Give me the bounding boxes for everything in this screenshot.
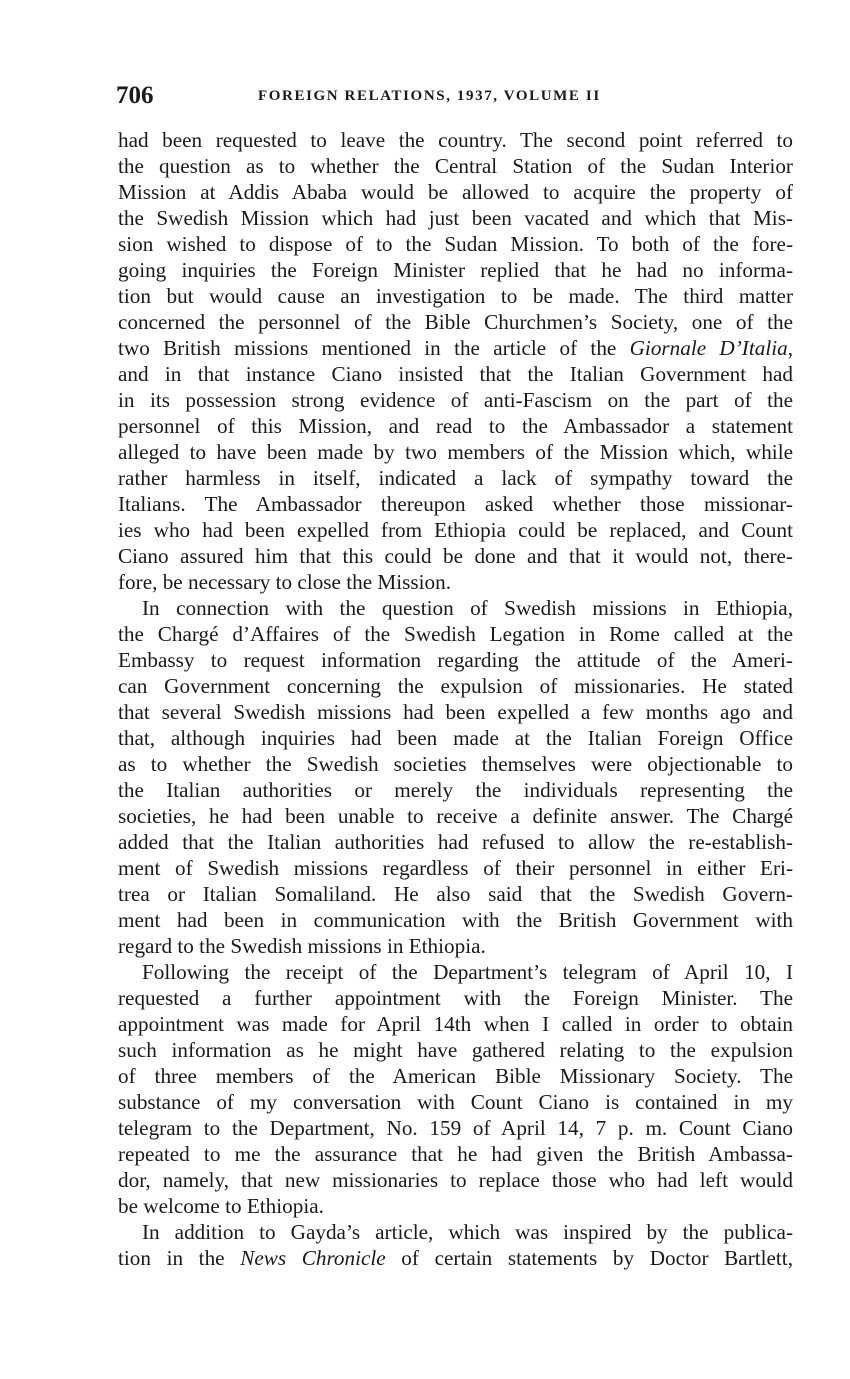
text-span: of certain statements by Doctor Bartlett, bbox=[385, 1246, 793, 1270]
text-line: trea or Italian Somaliland. He also said that the Swedish Govern- bbox=[118, 882, 793, 906]
text-line: Mission at Addis Ababa would be allowed to acquire the property of bbox=[118, 180, 793, 204]
text-line: rather harmless in itself, indicated a lack of sympathy toward the bbox=[118, 466, 793, 490]
text-line: that several Swedish missions had been expelled a few months ago and bbox=[118, 700, 793, 724]
text-line: fore, be necessary to close the Mission. bbox=[118, 570, 452, 594]
running-head: FOREIGN RELATIONS, 1937, VOLUME II bbox=[258, 88, 601, 104]
text-span: tion in the bbox=[118, 1246, 241, 1270]
text-line: alleged to have been made by two members of the Mission which, while bbox=[118, 440, 793, 464]
text-line: ment of Swedish missions regardless of their personnel in either Eri- bbox=[118, 856, 793, 880]
text-line: Following the receipt of the Department’s telegram of April 10, I bbox=[142, 960, 793, 984]
text-line: Ciano assured him that this could be done and that it would not, there- bbox=[118, 544, 793, 568]
text-line: substance of my conversation with Count Ciano is contained in my bbox=[118, 1090, 793, 1114]
body-text bbox=[118, 127, 793, 1271]
text-line: repeated to me the assurance that he had given the British Ambassa- bbox=[118, 1142, 793, 1166]
text-line: that, although inquiries had been made at the Italian Foreign Office bbox=[118, 726, 793, 750]
text-line: such information as he might have gathered relating to the expulsion bbox=[118, 1038, 793, 1062]
text-line: regard to the Swedish missions in Ethiopia. bbox=[118, 934, 486, 958]
text-line: Embassy to request information regarding the attitude of the Ameri- bbox=[118, 648, 793, 672]
text-line: can Government concerning the expulsion of missionaries. He stated bbox=[118, 674, 793, 698]
text-line: telegram to the Department, No. 159 of April 14, 7 p. m. Count Ciano bbox=[118, 1116, 793, 1140]
text-span: two British missions mentioned in the article of the bbox=[118, 336, 630, 360]
text-line: going inquiries the Foreign Minister replied that he had no informa- bbox=[118, 258, 793, 282]
text-line: and in that instance Ciano insisted that the Italian Government had bbox=[118, 362, 793, 386]
text-line bbox=[118, 335, 793, 361]
page-number: 706 bbox=[116, 82, 154, 109]
text-line: the question as to whether the Central Station of the Sudan Interior bbox=[118, 154, 793, 178]
text-line: appointment was made for April 14th when I called in order to obtain bbox=[118, 1012, 793, 1036]
newspaper-title: Giornale D’Italia bbox=[629, 336, 788, 360]
newspaper-title: News Chronicle bbox=[240, 1246, 386, 1270]
text-line: be welcome to Ethiopia. bbox=[118, 1194, 324, 1218]
text-line: in its possession strong evidence of anti-Fascism on the part of the bbox=[118, 388, 793, 412]
text-line: the Chargé d’Affaires of the Swedish Legation in Rome called at the bbox=[118, 622, 793, 646]
text-span: , bbox=[787, 336, 793, 360]
text-line: societies, he had been unable to receive a definite answer. The Chargé bbox=[118, 804, 793, 828]
text-line bbox=[118, 1245, 793, 1271]
text-line: In connection with the question of Swedish missions in Ethiopia, bbox=[142, 596, 793, 620]
text-line: In addition to Gayda’s article, which was inspired by the publica- bbox=[142, 1220, 793, 1244]
text-line: tion but would cause an investigation to be made. The third matter bbox=[118, 284, 793, 308]
text-line: sion wished to dispose of to the Sudan Mission. To both of the fore- bbox=[118, 232, 793, 256]
text-line: personnel of this Mission, and read to the Ambassador a statement bbox=[118, 414, 793, 438]
text-line: added that the Italian authorities had refused to allow the re-establish- bbox=[118, 830, 793, 854]
text-line: ies who had been expelled from Ethiopia could be replaced, and Count bbox=[118, 518, 793, 542]
text-line: as to whether the Swedish societies themselves were objectionable to bbox=[118, 752, 793, 776]
text-line: the Swedish Mission which had just been vacated and which that Mis- bbox=[118, 206, 793, 230]
text-line: of three members of the American Bible Missionary Society. The bbox=[118, 1064, 793, 1088]
text-line: ment had been in communication with the British Government with bbox=[118, 908, 793, 932]
text-line: requested a further appointment with the Foreign Minister. The bbox=[118, 986, 793, 1010]
text-line: had been requested to leave the country. The second point referred to bbox=[118, 128, 793, 152]
text-line: dor, namely, that new missionaries to replace those who had left would bbox=[118, 1168, 793, 1192]
text-line: concerned the personnel of the Bible Churchmen’s Society, one of the bbox=[118, 310, 793, 334]
text-line: Italians. The Ambassador thereupon asked whether those missionar- bbox=[118, 492, 793, 516]
page-header bbox=[116, 82, 796, 114]
text-line: the Italian authorities or merely the individuals representing the bbox=[118, 778, 793, 802]
